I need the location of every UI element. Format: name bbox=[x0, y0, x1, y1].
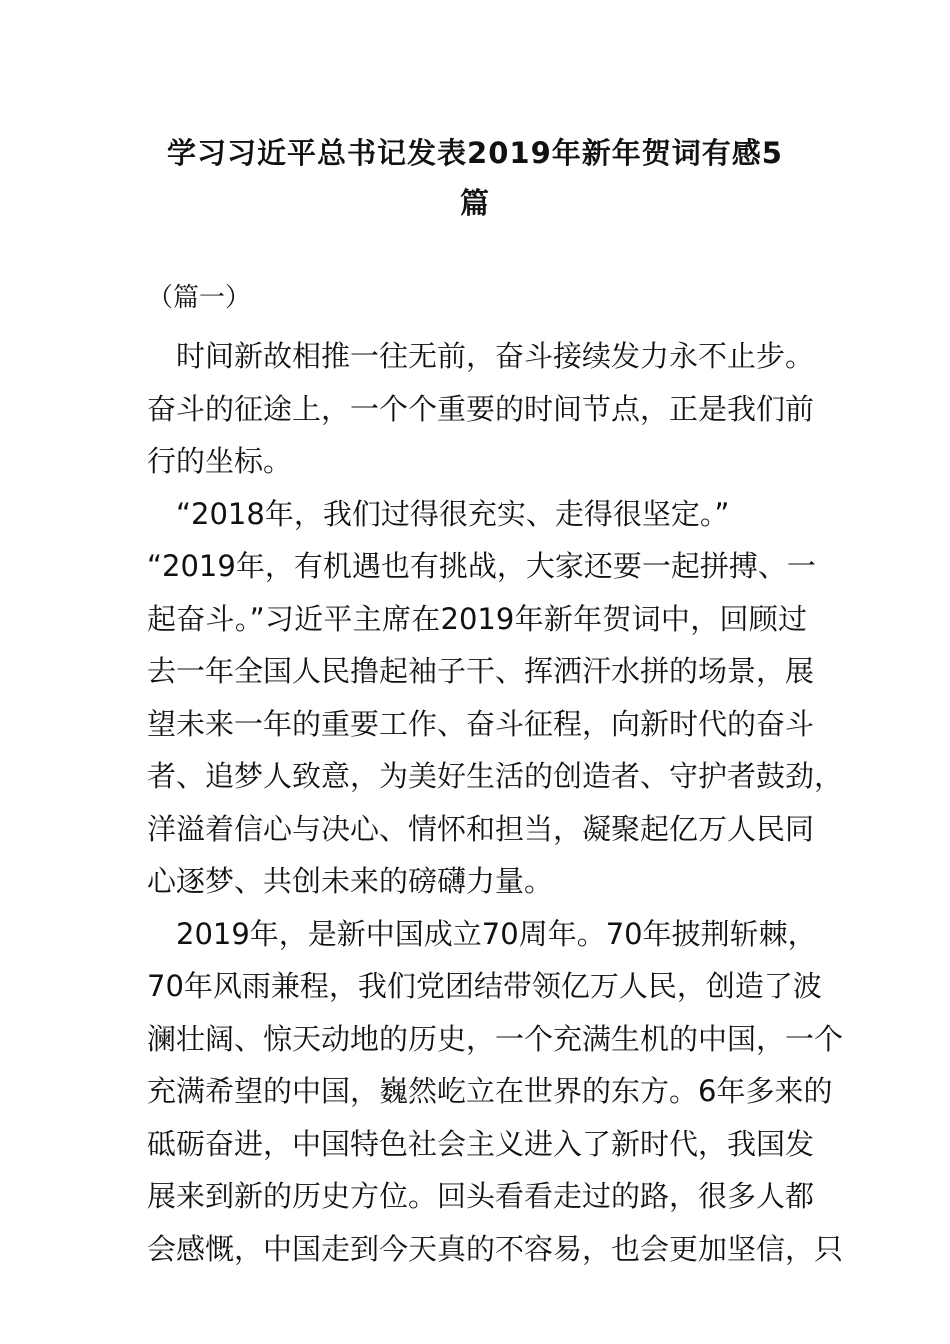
paragraph-3 bbox=[147, 908, 844, 1276]
title-line-1: 学习习近平总书记发表2019年新年贺词有感5 bbox=[167, 136, 783, 170]
text-line: 奋斗的征途上，一个个重要的时间节点，正是我们前 bbox=[147, 391, 815, 426]
document-title bbox=[140, 128, 810, 228]
body-text bbox=[147, 330, 844, 1275]
text-line: 洋溢着信心与决心、情怀和担当，凝聚起亿万人民同 bbox=[147, 811, 815, 846]
text-line: 2019年，是新中国成立70周年。70年披荆斩棘， bbox=[147, 916, 817, 951]
title-line-2: 篇 bbox=[459, 186, 490, 220]
text-line: “2019年，有机遇也有挑战，大家还要一起拼搏、一 bbox=[147, 549, 816, 583]
text-line: 行的坐标。 bbox=[147, 444, 293, 478]
paragraph-1 bbox=[147, 330, 815, 488]
section-label: （篇一） bbox=[147, 283, 252, 313]
text-line: 心逐梦、共创未来的磅礴力量。 bbox=[147, 864, 554, 898]
text-line: 澜壮阔、惊天动地的历史，一个充满生机的中国，一个 bbox=[147, 1021, 844, 1056]
text-line: 去一年全国人民撸起袖子干、挥洒汗水拼的场景，展 bbox=[147, 654, 815, 688]
text-line: 展来到新的历史方位。回头看看走过的路，很多人都 bbox=[147, 1179, 815, 1213]
text-line: 砥砺奋进，中国特色社会主义进入了新时代，我国发 bbox=[147, 1126, 815, 1161]
text-line: 充满希望的中国，巍然屹立在世界的东方。6年多来的 bbox=[147, 1074, 833, 1108]
text-line: 会感慨，中国走到今天真的不容易，也会更加坚信，只 bbox=[147, 1231, 844, 1266]
text-line: 起奋斗。”习近平主席在2019年新年贺词中，回顾过 bbox=[147, 601, 807, 636]
text-line: 70年风雨兼程，我们党团结带领亿万人民，创造了波 bbox=[147, 969, 822, 1003]
paragraph-2 bbox=[147, 488, 844, 908]
text-line: 者、追梦人致意，为美好生活的创造者、守护者鼓劲， bbox=[147, 759, 844, 793]
text-line: 望未来一年的重要工作、奋斗征程，向新时代的奋斗 bbox=[147, 706, 815, 741]
text-line: “2018年，我们过得很充实、走得很坚定。” bbox=[147, 496, 730, 531]
text-line: 时间新故相推一往无前，奋斗接续发力永不止步。 bbox=[147, 339, 815, 373]
